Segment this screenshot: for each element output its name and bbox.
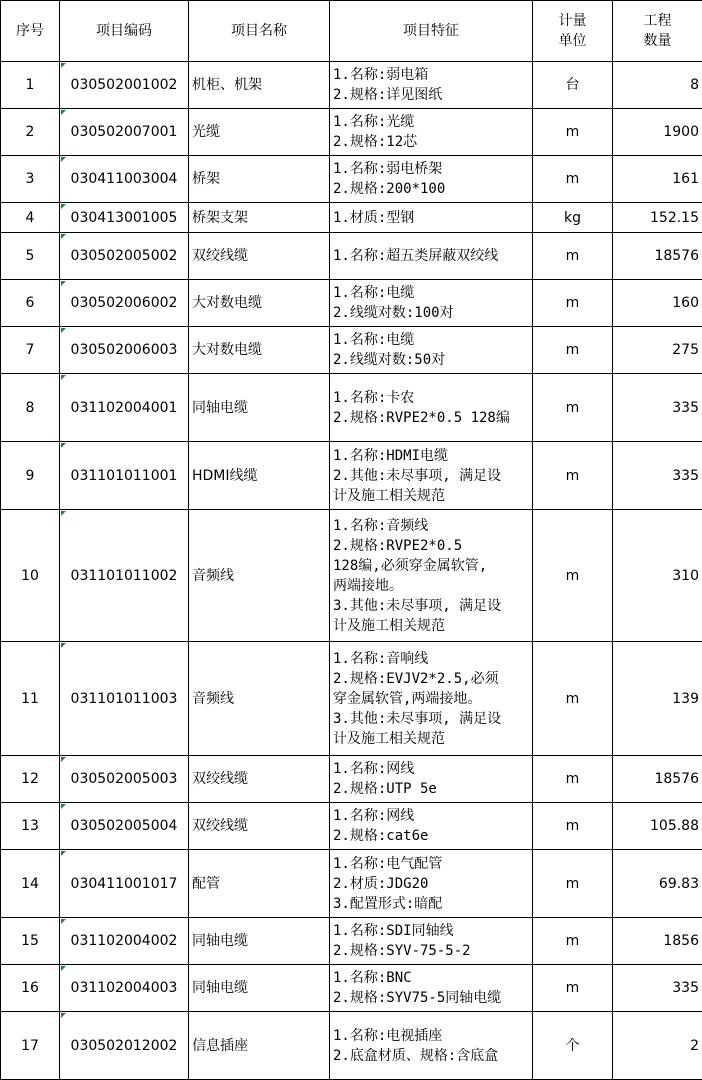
table-row xyxy=(1,327,702,374)
row-code: 030411001017 xyxy=(60,850,189,918)
row-name: 同轴电缆 xyxy=(189,965,330,1012)
row-no: 17 xyxy=(1,1012,60,1080)
row-name: 双绞线缆 xyxy=(189,756,330,803)
row-qty: 152.15 xyxy=(613,203,702,233)
row-qty: 8 xyxy=(613,62,702,109)
row-unit: m xyxy=(533,642,613,756)
row-code: 030502012002 xyxy=(60,1012,189,1080)
row-code: 030502006002 xyxy=(60,280,189,327)
row-name: 信息插座 xyxy=(189,1012,330,1080)
row-feature: 1.名称:BNC 2.规格:SYV75-5同轴电缆 xyxy=(330,965,533,1012)
header-feature: 项目特征 xyxy=(330,1,533,62)
row-name: 大对数电缆 xyxy=(189,280,330,327)
row-unit: m xyxy=(533,803,613,850)
row-qty: 69.83 xyxy=(613,850,702,918)
table-row xyxy=(1,918,702,965)
row-no: 8 xyxy=(1,374,60,442)
row-name: 同轴电缆 xyxy=(189,918,330,965)
row-no: 12 xyxy=(1,756,60,803)
row-code: 031101011001 xyxy=(60,442,189,510)
row-feature: 1.名称:音频线 2.规格:RVPE2*0.5 128编,必须穿金属软管, 两端接地。 3.其他:未尽事项, 满足设 计及施工相关规范 xyxy=(330,510,533,642)
row-qty: 1900 xyxy=(613,109,702,156)
row-code: 031102004003 xyxy=(60,965,189,1012)
header-no: 序号 xyxy=(1,1,60,62)
row-name: 音频线 xyxy=(189,642,330,756)
row-no: 13 xyxy=(1,803,60,850)
row-unit: m xyxy=(533,327,613,374)
row-no: 1 xyxy=(1,62,60,109)
row-qty: 18576 xyxy=(613,756,702,803)
row-feature: 1.材质:型钢 xyxy=(330,203,533,233)
row-name: 音频线 xyxy=(189,510,330,642)
row-feature: 1.名称:网线 2.规格:cat6e xyxy=(330,803,533,850)
row-no: 4 xyxy=(1,203,60,233)
table-row xyxy=(1,756,702,803)
row-feature: 1.名称:HDMI电缆 2.其他:未尽事项, 满足设 计及施工相关规范 xyxy=(330,442,533,510)
row-name: 大对数电缆 xyxy=(189,327,330,374)
table-row xyxy=(1,442,702,510)
row-feature: 1.名称:网线 2.规格:UTP 5e xyxy=(330,756,533,803)
row-code: 031102004001 xyxy=(60,374,189,442)
table-row xyxy=(1,233,702,280)
row-unit: m xyxy=(533,850,613,918)
row-qty: 335 xyxy=(613,374,702,442)
table-row xyxy=(1,109,702,156)
row-no: 9 xyxy=(1,442,60,510)
row-no: 14 xyxy=(1,850,60,918)
row-unit: kg xyxy=(533,203,613,233)
row-code: 031102004002 xyxy=(60,918,189,965)
row-unit: m xyxy=(533,109,613,156)
row-name: 同轴电缆 xyxy=(189,374,330,442)
row-code: 030502007001 xyxy=(60,109,189,156)
row-name: 配管 xyxy=(189,850,330,918)
row-qty: 105.88 xyxy=(613,803,702,850)
table-body xyxy=(1,62,702,1080)
table-row xyxy=(1,1012,702,1080)
row-unit: m xyxy=(533,965,613,1012)
row-code: 030411003004 xyxy=(60,156,189,203)
row-name: 桥架支架 xyxy=(189,203,330,233)
row-qty: 275 xyxy=(613,327,702,374)
row-unit: m xyxy=(533,374,613,442)
row-qty: 1856 xyxy=(613,918,702,965)
row-unit: m xyxy=(533,756,613,803)
row-no: 6 xyxy=(1,280,60,327)
header-name: 项目名称 xyxy=(189,1,330,62)
row-code: 030502005003 xyxy=(60,756,189,803)
row-code: 031101011002 xyxy=(60,510,189,642)
row-no: 5 xyxy=(1,233,60,280)
row-no: 15 xyxy=(1,918,60,965)
table-row xyxy=(1,203,702,233)
row-unit: m xyxy=(533,280,613,327)
row-qty: 335 xyxy=(613,965,702,1012)
row-qty: 160 xyxy=(613,280,702,327)
row-feature: 1.名称:电视插座 2.底盒材质、规格:含底盒 xyxy=(330,1012,533,1080)
table-row xyxy=(1,374,702,442)
row-unit: 个 xyxy=(533,1012,613,1080)
row-qty: 2 xyxy=(613,1012,702,1080)
row-no: 2 xyxy=(1,109,60,156)
row-code: 030502001002 xyxy=(60,62,189,109)
row-name: 桥架 xyxy=(189,156,330,203)
row-unit: m xyxy=(533,156,613,203)
row-feature: 1.名称:电缆 2.线缆对数:100对 xyxy=(330,280,533,327)
table-row xyxy=(1,850,702,918)
row-qty: 18576 xyxy=(613,233,702,280)
table-row xyxy=(1,642,702,756)
row-no: 3 xyxy=(1,156,60,203)
row-unit: m xyxy=(533,442,613,510)
table-row xyxy=(1,156,702,203)
row-name: 双绞线缆 xyxy=(189,233,330,280)
row-name: 双绞线缆 xyxy=(189,803,330,850)
table-row xyxy=(1,803,702,850)
row-unit: m xyxy=(533,510,613,642)
row-feature: 1.名称:电气配管 2.材质:JDG20 3.配置形式:暗配 xyxy=(330,850,533,918)
header-unit: 计量 单位 xyxy=(533,1,613,62)
row-no: 7 xyxy=(1,327,60,374)
row-feature: 1.名称:电缆 2.线缆对数:50对 xyxy=(330,327,533,374)
row-feature: 1.名称:光缆 2.规格:12芯 xyxy=(330,109,533,156)
row-feature: 1.名称:卡农 2.规格:RVPE2*0.5 128编 xyxy=(330,374,533,442)
row-code: 030502005002 xyxy=(60,233,189,280)
row-no: 11 xyxy=(1,642,60,756)
header-code: 项目编码 xyxy=(60,1,189,62)
row-feature: 1.名称:弱电桥架 2.规格:200*100 xyxy=(330,156,533,203)
row-feature: 1.名称:超五类屏蔽双绞线 xyxy=(330,233,533,280)
row-code: 030502006003 xyxy=(60,327,189,374)
row-unit: m xyxy=(533,918,613,965)
row-qty: 161 xyxy=(613,156,702,203)
table-row xyxy=(1,965,702,1012)
row-name: 机柜、机架 xyxy=(189,62,330,109)
row-name: 光缆 xyxy=(189,109,330,156)
table-row xyxy=(1,62,702,109)
row-qty: 310 xyxy=(613,510,702,642)
header-row xyxy=(1,1,702,62)
row-code: 030413001005 xyxy=(60,203,189,233)
row-feature: 1.名称:弱电箱 2.规格:详见图纸 xyxy=(330,62,533,109)
row-code: 030502005004 xyxy=(60,803,189,850)
row-name: HDMI线缆 xyxy=(189,442,330,510)
row-no: 10 xyxy=(1,510,60,642)
row-feature: 1.名称:SDI同轴线 2.规格:SYV-75-5-2 xyxy=(330,918,533,965)
row-unit: 台 xyxy=(533,62,613,109)
row-feature: 1.名称:音响线 2.规格:EVJV2*2.5,必须 穿金属软管,两端接地。 3.其他:未尽事项, 满足设 计及施工相关规范 xyxy=(330,642,533,756)
table-row xyxy=(1,510,702,642)
row-code: 031101011003 xyxy=(60,642,189,756)
row-qty: 335 xyxy=(613,442,702,510)
row-unit: m xyxy=(533,233,613,280)
row-no: 16 xyxy=(1,965,60,1012)
table-row xyxy=(1,280,702,327)
row-qty: 139 xyxy=(613,642,702,756)
header-qty: 工程 数量 xyxy=(613,1,702,62)
